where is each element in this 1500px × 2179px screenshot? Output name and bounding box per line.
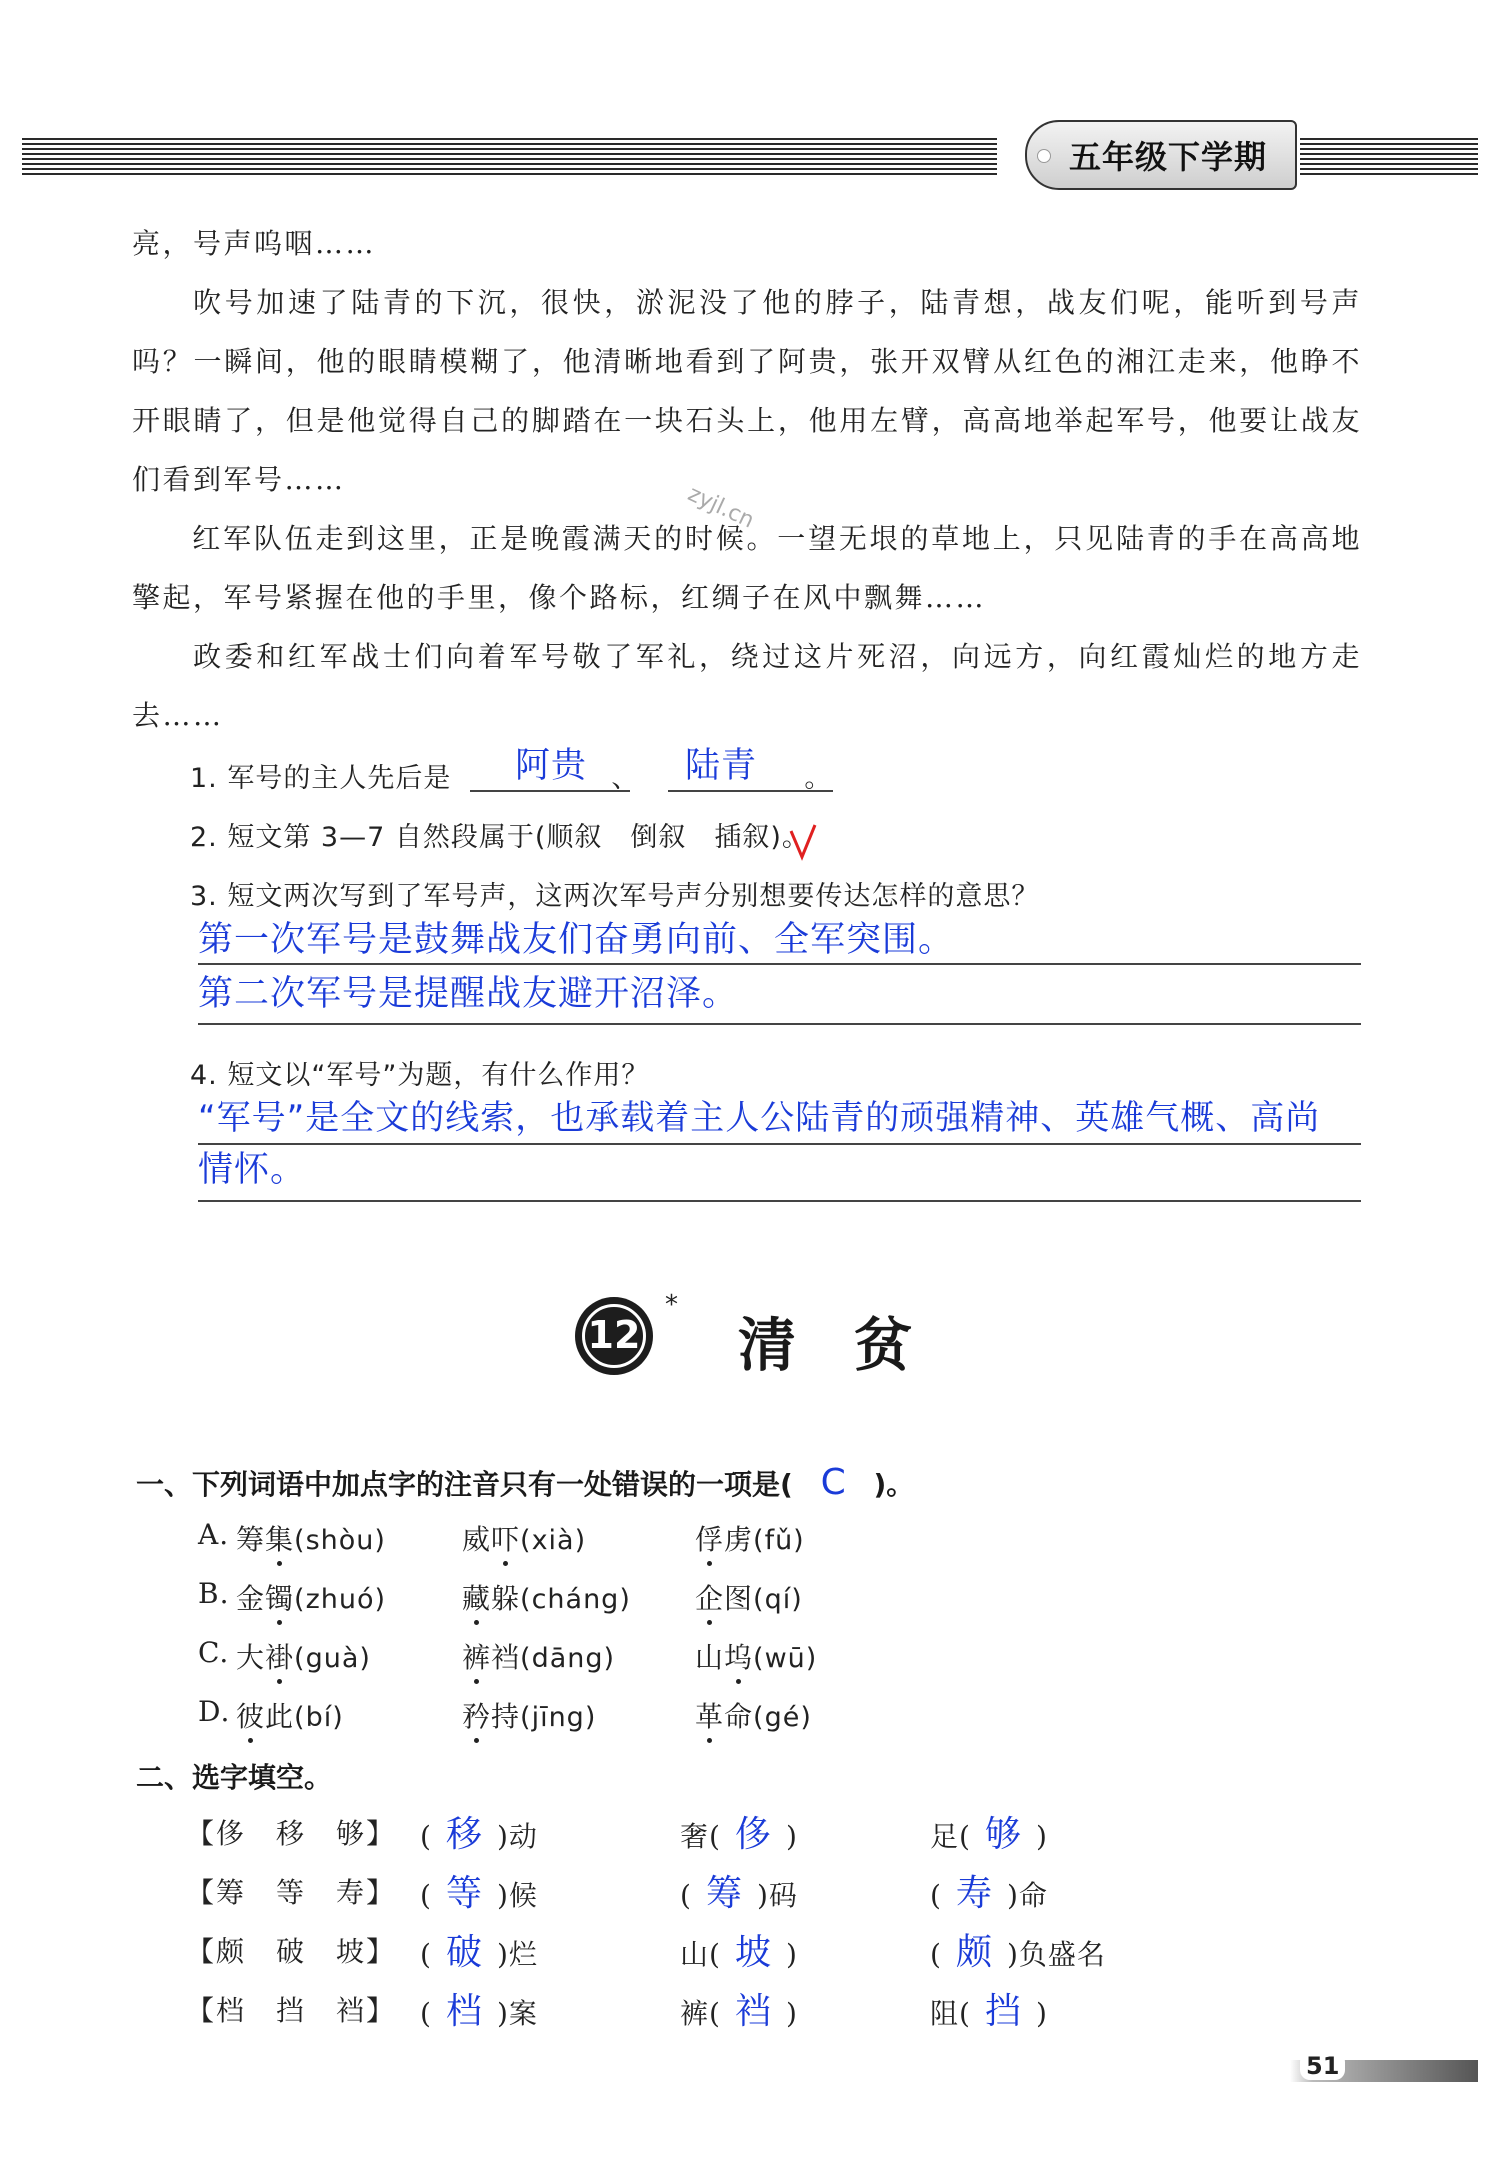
option-word: [462, 1518, 586, 1558]
fill-pre: (: [930, 1938, 942, 1971]
pinyin: (bí): [294, 1702, 344, 1733]
option-word: [695, 1577, 803, 1617]
header-rule-right: [1300, 138, 1478, 176]
word-part: 威: [462, 1523, 492, 1556]
fill-post: ): [785, 1997, 798, 2030]
word-part: 躲: [491, 1582, 521, 1615]
dotted-char: 裤: [462, 1636, 491, 1676]
question-3-answer-rule-1: [198, 963, 1361, 965]
pinyin: (dāng): [520, 1643, 616, 1674]
fill-blank-item: [420, 1983, 538, 2034]
option-word: [236, 1518, 386, 1558]
section-1-prefix: 一、下列词语中加点字的注音只有一处错误的一项是(: [136, 1468, 793, 1501]
question-1-answer-2: 陆青: [685, 746, 758, 786]
fill-post: )动: [496, 1820, 538, 1853]
fill-answer: 档: [445, 1991, 483, 2032]
fill-blank-item: [930, 1806, 1048, 1857]
checkmark-icon: [788, 823, 818, 863]
pinyin: (shòu): [294, 1525, 386, 1556]
fill-pre: 裤(: [680, 1997, 721, 2030]
word-part: 山: [695, 1641, 725, 1674]
option-word: [462, 1695, 596, 1735]
passage-p2-text: 吹号加速了陆青的下沉，很快，淤泥没了他的脖子，陆青想，战友们呢，能听到号声吗？一瞬间，他的眼睛模糊了，他清晰地看到了阿贵，张开双臂从红色的湘江走来，他睁不开眼睛了，但是他觉得自己的脚踏在一块石头上，他用左臂，高高地举起军号，他要让战友们看到军号……: [132, 286, 1362, 496]
lesson-number-badge: [575, 1297, 653, 1375]
fill-blank-item: [420, 1865, 538, 1916]
char-group: 【颇 破 坡】: [186, 1935, 397, 1968]
option-word: [695, 1695, 812, 1735]
header-rule-left: [22, 138, 997, 176]
watermark: zyjl.cn: [683, 481, 758, 534]
badge-dot-icon: [1037, 149, 1051, 163]
fill-blank-item: [680, 1806, 798, 1857]
word-part: 图: [724, 1582, 754, 1615]
question-1-separator: 、: [611, 763, 640, 794]
word-part: 持: [491, 1700, 521, 1733]
dotted-char: 褂: [265, 1636, 294, 1676]
pinyin: (jīng): [520, 1702, 597, 1733]
fill-blank-item: [680, 1924, 798, 1975]
fill-pre: (: [420, 1879, 432, 1912]
option-word: [695, 1518, 805, 1558]
dotted-char: 企: [695, 1577, 724, 1617]
fill-post: )烂: [496, 1938, 538, 1971]
pinyin: (xià): [520, 1525, 587, 1556]
fill-post: )码: [756, 1879, 798, 1912]
fill-blank-item: [930, 1865, 1048, 1916]
fill-answer: 裆: [734, 1991, 772, 2032]
grade-badge-text: 五年级下学期: [1069, 138, 1268, 176]
fill-answer: 挡: [984, 1991, 1022, 2032]
question-1-suffix: 。: [804, 763, 833, 794]
lesson-number: 12: [582, 1304, 646, 1368]
fill-post: ): [1035, 1820, 1048, 1853]
fill-answer: 筹: [705, 1873, 743, 1914]
question-4-answer-rule-1: [198, 1143, 1361, 1145]
question-1-blank-2[interactable]: [668, 790, 833, 792]
passage-paragraph-4: [132, 627, 1362, 745]
passage-paragraph-1: [132, 214, 1362, 273]
dotted-char: 集: [265, 1518, 294, 1558]
word-part: 筹: [236, 1523, 266, 1556]
fill-pre: (: [680, 1879, 692, 1912]
fill-post: ): [785, 1938, 798, 1971]
pinyin: (fǔ): [753, 1525, 805, 1556]
question-1-answer-1: 阿贵: [515, 746, 588, 786]
dotted-char: 彼: [236, 1695, 265, 1735]
fill-blank-item: [420, 1806, 538, 1857]
fill-pre: 足(: [930, 1820, 971, 1853]
dotted-char: 俘: [695, 1518, 724, 1558]
fill-post: )命: [1006, 1879, 1048, 1912]
dotted-char: 革: [695, 1695, 724, 1735]
fill-post: )案: [496, 1997, 538, 2030]
option-word: [236, 1577, 386, 1617]
option-label: D.: [198, 1695, 231, 1728]
fill-answer: 侈: [734, 1814, 772, 1855]
pinyin: (qí): [753, 1584, 803, 1615]
fill-blank-item: [680, 1865, 798, 1916]
question-1-prefix: 1. 军号的主人先后是: [190, 763, 452, 794]
section-2-title: 二、选字填空。: [136, 1761, 333, 1794]
dotted-char: 吓: [491, 1518, 520, 1558]
fill-post: )候: [496, 1879, 538, 1912]
fill-blank-item: [930, 1924, 1106, 1975]
dotted-char: 矜: [462, 1695, 491, 1735]
word-part: 大: [236, 1641, 266, 1674]
question-3-answer-line-2: 第二次军号是提醒战友避开沼泽。: [198, 974, 739, 1014]
fill-answer: 坡: [734, 1932, 772, 1973]
word-part: 虏: [724, 1523, 754, 1556]
fill-blank-item: [420, 1924, 538, 1975]
question-1-blank-1[interactable]: [470, 790, 630, 792]
fill-pre: 山(: [680, 1938, 721, 1971]
option-label: B.: [198, 1577, 230, 1610]
question-4-answer-line-1: “军号”是全文的线索，也承载着主人公陆青的顽强精神、英雄气概、高尚: [198, 1098, 1321, 1138]
word-part: 此: [265, 1700, 295, 1733]
fill-pre: (: [930, 1879, 942, 1912]
fill-post: ): [1035, 1997, 1048, 2030]
fill-answer: 破: [445, 1932, 483, 1973]
passage-p4-text: 政委和红军战士们向着军号敬了军礼，绕过这片死沼，向远方，向红霞灿烂的地方走去……: [132, 640, 1362, 732]
word-part: 命: [724, 1700, 754, 1733]
fill-answer: 够: [984, 1814, 1022, 1855]
fill-pre: (: [420, 1820, 432, 1853]
pinyin: (wū): [753, 1643, 818, 1674]
question-4-answer-rule-2: [198, 1200, 1361, 1202]
question-3-answer-rule-2: [198, 1023, 1361, 1025]
grade-badge: [1025, 120, 1297, 190]
pinyin: (guà): [294, 1643, 371, 1674]
question-3-answer-line-1: 第一次军号是鼓舞战友们奋勇向前、全军突围。: [198, 920, 955, 960]
option-word: [236, 1695, 344, 1735]
char-group: 【侈 移 够】: [186, 1817, 397, 1850]
option-label: C.: [198, 1636, 230, 1669]
option-word: [695, 1636, 817, 1676]
dotted-char: 藏: [462, 1577, 491, 1617]
option-label: A.: [198, 1518, 230, 1551]
word-part: 裆: [491, 1641, 521, 1674]
fill-pre: 奢(: [680, 1820, 721, 1853]
pinyin: (cháng): [520, 1584, 631, 1615]
question-4-answer-line-2: 情怀。: [198, 1150, 307, 1190]
section-1-suffix: )。: [873, 1468, 915, 1501]
fill-post: )负盛名: [1006, 1938, 1106, 1971]
passage-p3-text: 红军队伍走到这里，正是晚霞满天的时候。一望无垠的草地上，只见陆青的手在高高地擎起，军号紧握在他的手里，像个路标，红绸子在风中飘舞……: [132, 522, 1362, 614]
question-2: 2. 短文第 3—7 自然段属于(顺叙 倒叙 插叙)。: [190, 822, 810, 853]
fill-answer: 等: [445, 1873, 483, 1914]
question-3: 3. 短文两次写到了军号声，这两次军号声分别想要传达怎样的意思？: [190, 881, 1040, 912]
option-word: [236, 1636, 371, 1676]
passage-p1-text: 亮，号声呜咽……: [132, 227, 377, 260]
fill-pre: 阻(: [930, 1997, 971, 2030]
word-part: 金: [236, 1582, 266, 1615]
dotted-char: 镯: [265, 1577, 294, 1617]
lesson-title: 清 贫: [738, 1311, 913, 1379]
option-word: [462, 1577, 631, 1617]
page-number: 51: [1300, 2052, 1345, 2080]
option-word: [462, 1636, 615, 1676]
question-4: 4. 短文以“军号”为题，有什么作用？: [190, 1060, 650, 1091]
dotted-char: 坞: [724, 1636, 753, 1676]
fill-answer: 移: [445, 1814, 483, 1855]
fill-answer: 颇: [955, 1932, 993, 1973]
fill-answer: 寿: [955, 1873, 993, 1914]
fill-blank-item: [930, 1983, 1048, 2034]
pinyin: (zhuó): [294, 1584, 387, 1615]
section-1-title: [136, 1462, 914, 1503]
char-group: 【档 挡 裆】: [186, 1994, 397, 2027]
section-1-answer: C: [820, 1462, 846, 1503]
fill-blank-item: [680, 1983, 798, 2034]
passage-paragraph-2: [132, 273, 1362, 509]
fill-post: ): [785, 1820, 798, 1853]
char-group: 【筹 等 寿】: [186, 1876, 397, 1909]
lesson-star: *: [665, 1290, 678, 1320]
fill-pre: (: [420, 1997, 432, 2030]
pinyin: (gé): [753, 1702, 812, 1733]
fill-pre: (: [420, 1938, 432, 1971]
